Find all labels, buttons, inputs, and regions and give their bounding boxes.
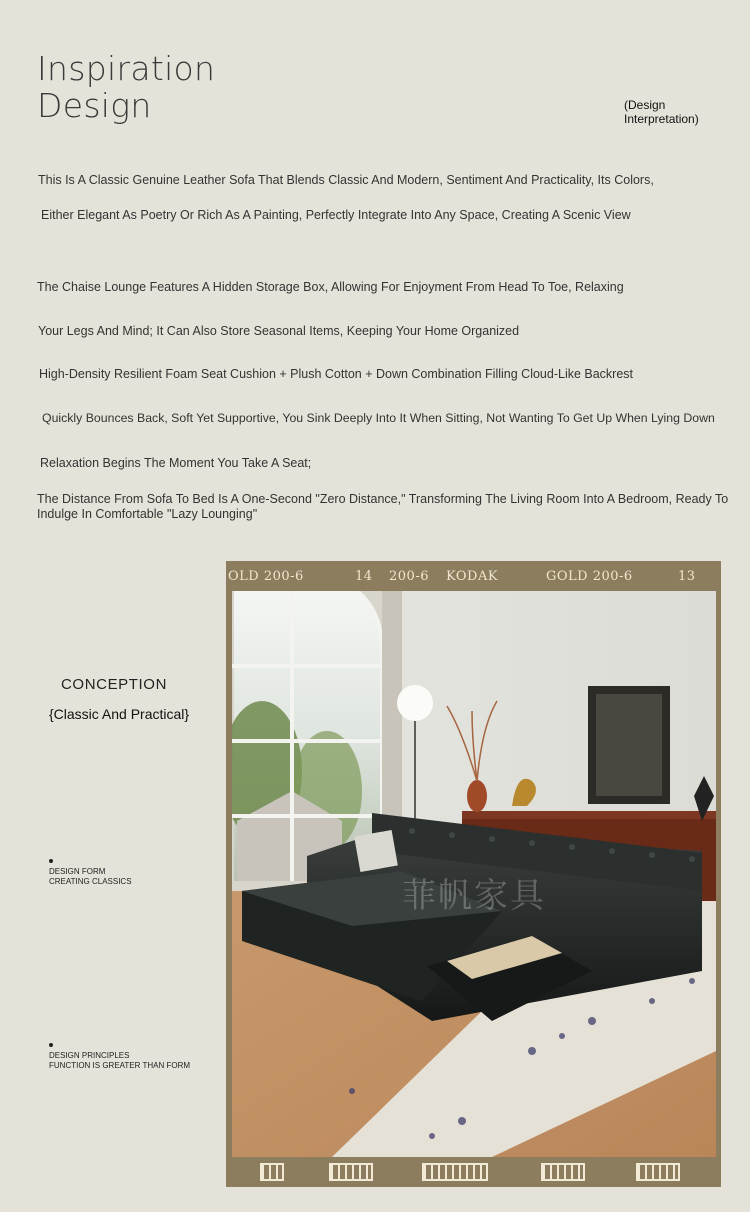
film-label: 13 xyxy=(678,569,696,584)
paragraph-1: This Is A Classic Genuine Leather Sofa That Blends Classic And Modern, Sentiment And Practicality, Its Colors, xyxy=(38,173,654,187)
sprocket-icon xyxy=(541,1163,585,1181)
conception-subtitle: {Classic And Practical} xyxy=(49,706,190,722)
bullet-dot-icon xyxy=(49,859,53,863)
bullet-design-principles xyxy=(49,1043,190,1071)
conception-label: CONCEPTION xyxy=(61,676,168,693)
paragraph-2: Either Elegant As Poetry Or Rich As A Painting, Perfectly Integrate Into Any Space, Creating A Scenic View xyxy=(41,208,631,222)
bullet-line-1: DESIGN PRINCIPLES xyxy=(49,1051,130,1060)
page-title xyxy=(37,50,215,124)
film-strip-top xyxy=(226,561,721,591)
paragraph-4: Your Legs And Mind; It Can Also Store Seasonal Items, Keeping Your Home Organized xyxy=(38,324,520,338)
bullet-dot-icon xyxy=(49,1043,53,1047)
film-label: KODAK xyxy=(446,569,499,584)
paragraph-3: The Chaise Lounge Features A Hidden Storage Box, Allowing For Enjoyment From Head To Toe, Relaxing xyxy=(37,280,624,294)
design-interpretation-label xyxy=(624,98,699,126)
title-line-2: Design xyxy=(37,86,152,125)
film-label: OLD 200-6 xyxy=(228,569,304,584)
bullet-line-2: CREATING CLASSICS xyxy=(49,877,132,886)
paragraph-6: Quickly Bounces Back, Soft Yet Supportive, You Sink Deeply Into It When Sitting, Not Wanting To Get Up When Lying Down xyxy=(42,411,715,425)
sofa-photo xyxy=(232,591,716,1157)
paragraph-7: Relaxation Begins The Moment You Take A Seat; xyxy=(40,456,312,470)
film-label: 14 xyxy=(355,569,373,584)
bullet-design-form xyxy=(49,859,132,887)
paragraph-8: The Distance From Sofa To Bed Is A One-Second "Zero Distance," Transforming The Living Room Into A Bedroom, Ready To Indulge In Comfortable "Lazy Lounging" xyxy=(37,492,729,521)
bullet-line-1: DESIGN FORM xyxy=(49,867,106,876)
film-photo-frame xyxy=(226,561,721,1187)
sprocket-icon xyxy=(329,1163,373,1181)
film-label: GOLD 200-6 xyxy=(546,569,633,584)
film-label: 200-6 xyxy=(389,569,429,584)
film-strip-bottom xyxy=(226,1161,721,1183)
sprocket-icon xyxy=(422,1163,488,1181)
subtitle-line-2: Interpretation) xyxy=(624,112,699,126)
title-line-1: Inspiration xyxy=(37,49,216,88)
sprocket-icon xyxy=(260,1163,284,1181)
bullet-line-2: FUNCTION IS GREATER THAN FORM xyxy=(49,1061,191,1070)
watermark: 菲帆家具 xyxy=(402,876,546,916)
sprocket-icon xyxy=(636,1163,680,1181)
paragraph-5: High-Density Resilient Foam Seat Cushion + Plush Cotton + Down Combination Filling Cloud-Like Backrest xyxy=(39,367,634,381)
subtitle-line-1: (Design xyxy=(624,98,666,112)
